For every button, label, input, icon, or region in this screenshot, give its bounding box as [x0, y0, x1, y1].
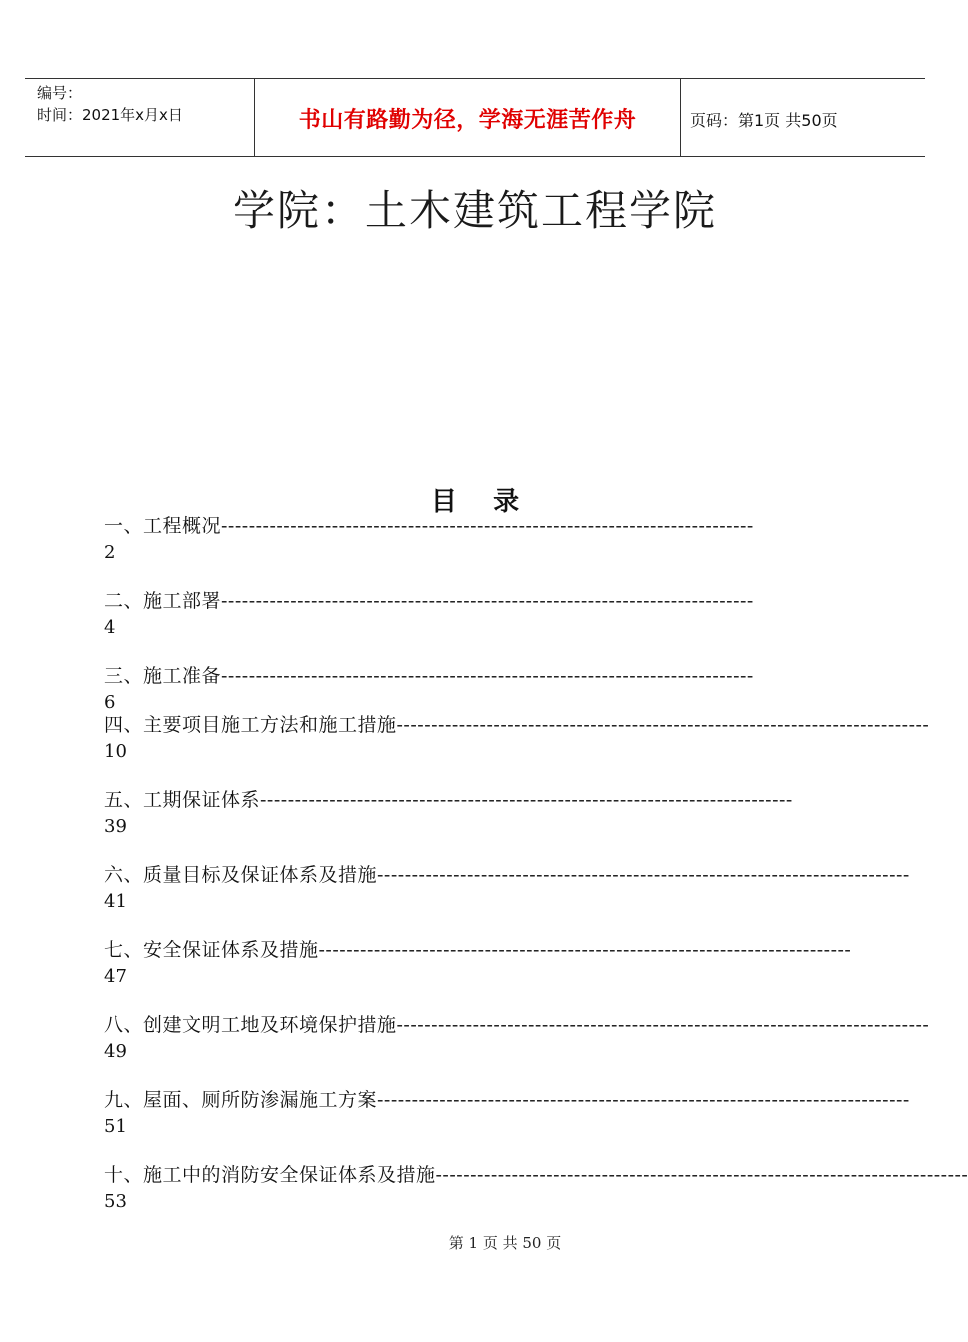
document-date-label: 时间：2021年x月x日: [37, 106, 183, 124]
toc-entry-label: 二、施工部署-----------------------------------------------------------------------------: [104, 590, 754, 612]
toc-entry[interactable]: [104, 1011, 930, 1065]
header-meta-cell: [25, 79, 253, 156]
toc-entry-page: 2: [104, 542, 116, 563]
toc-entry[interactable]: [104, 861, 910, 915]
toc-entry[interactable]: [104, 1161, 968, 1215]
toc-entry-label: 七、安全保证体系及措施-----------------------------------------------------------------------------: [104, 939, 852, 961]
toc-entry-page: 51: [104, 1116, 127, 1137]
toc-entry[interactable]: [104, 662, 854, 716]
toc-entry-page: 53: [104, 1191, 127, 1212]
toc-entry[interactable]: [104, 587, 854, 641]
toc-entry-page: 4: [104, 617, 116, 638]
toc-entry-label: 九、屋面、厕所防渗漏施工方案-----------------------------------------------------------------------------: [104, 1089, 910, 1111]
toc-entry-label: 十、施工中的消防安全保证体系及措施-----------------------------------------------------------------------------: [104, 1164, 968, 1186]
toc-entry-page: 47: [104, 966, 127, 987]
college-title: 学院：土木建筑工程学院: [232, 186, 717, 235]
toc-entry[interactable]: [104, 786, 854, 840]
toc-entry[interactable]: [104, 711, 930, 765]
toc-entry[interactable]: [104, 1086, 910, 1140]
toc-title: 目 录: [430, 487, 520, 517]
page-info: 页码：第1页 共50页: [690, 111, 838, 130]
page-footer: 第 1 页 共 50 页: [448, 1234, 562, 1252]
toc-entry-page: 41: [104, 891, 127, 912]
toc-entry-label: 六、质量目标及保证体系及措施-----------------------------------------------------------------------------: [104, 864, 910, 886]
motto-text: 书山有路勤为径，学海无涯苦作舟: [298, 108, 637, 133]
toc-entry-label: 五、工期保证体系-----------------------------------------------------------------------------: [104, 789, 793, 811]
toc-entry[interactable]: [104, 936, 854, 990]
toc-entry-label: 三、施工准备-----------------------------------------------------------------------------: [104, 665, 754, 687]
header-motto-cell: [254, 79, 681, 156]
document-number-label: 编号：: [37, 84, 83, 102]
header-page-cell: [680, 79, 925, 156]
toc-entry-label: 四、主要项目施工方法和施工措施-----------------------------------------------------------------------------: [104, 714, 930, 736]
toc-entry-page: 39: [104, 816, 127, 837]
toc-entry-page: 6: [104, 692, 116, 713]
toc-entry-page: 49: [104, 1041, 127, 1062]
toc-entry-label: 一、工程概况-----------------------------------------------------------------------------: [104, 515, 754, 537]
document-header: [25, 78, 925, 157]
toc-entry-label: 八、创建文明工地及环境保护措施-----------------------------------------------------------------------------: [104, 1014, 930, 1036]
toc-entry[interactable]: [104, 512, 854, 566]
toc-entry-page: 10: [104, 741, 127, 762]
